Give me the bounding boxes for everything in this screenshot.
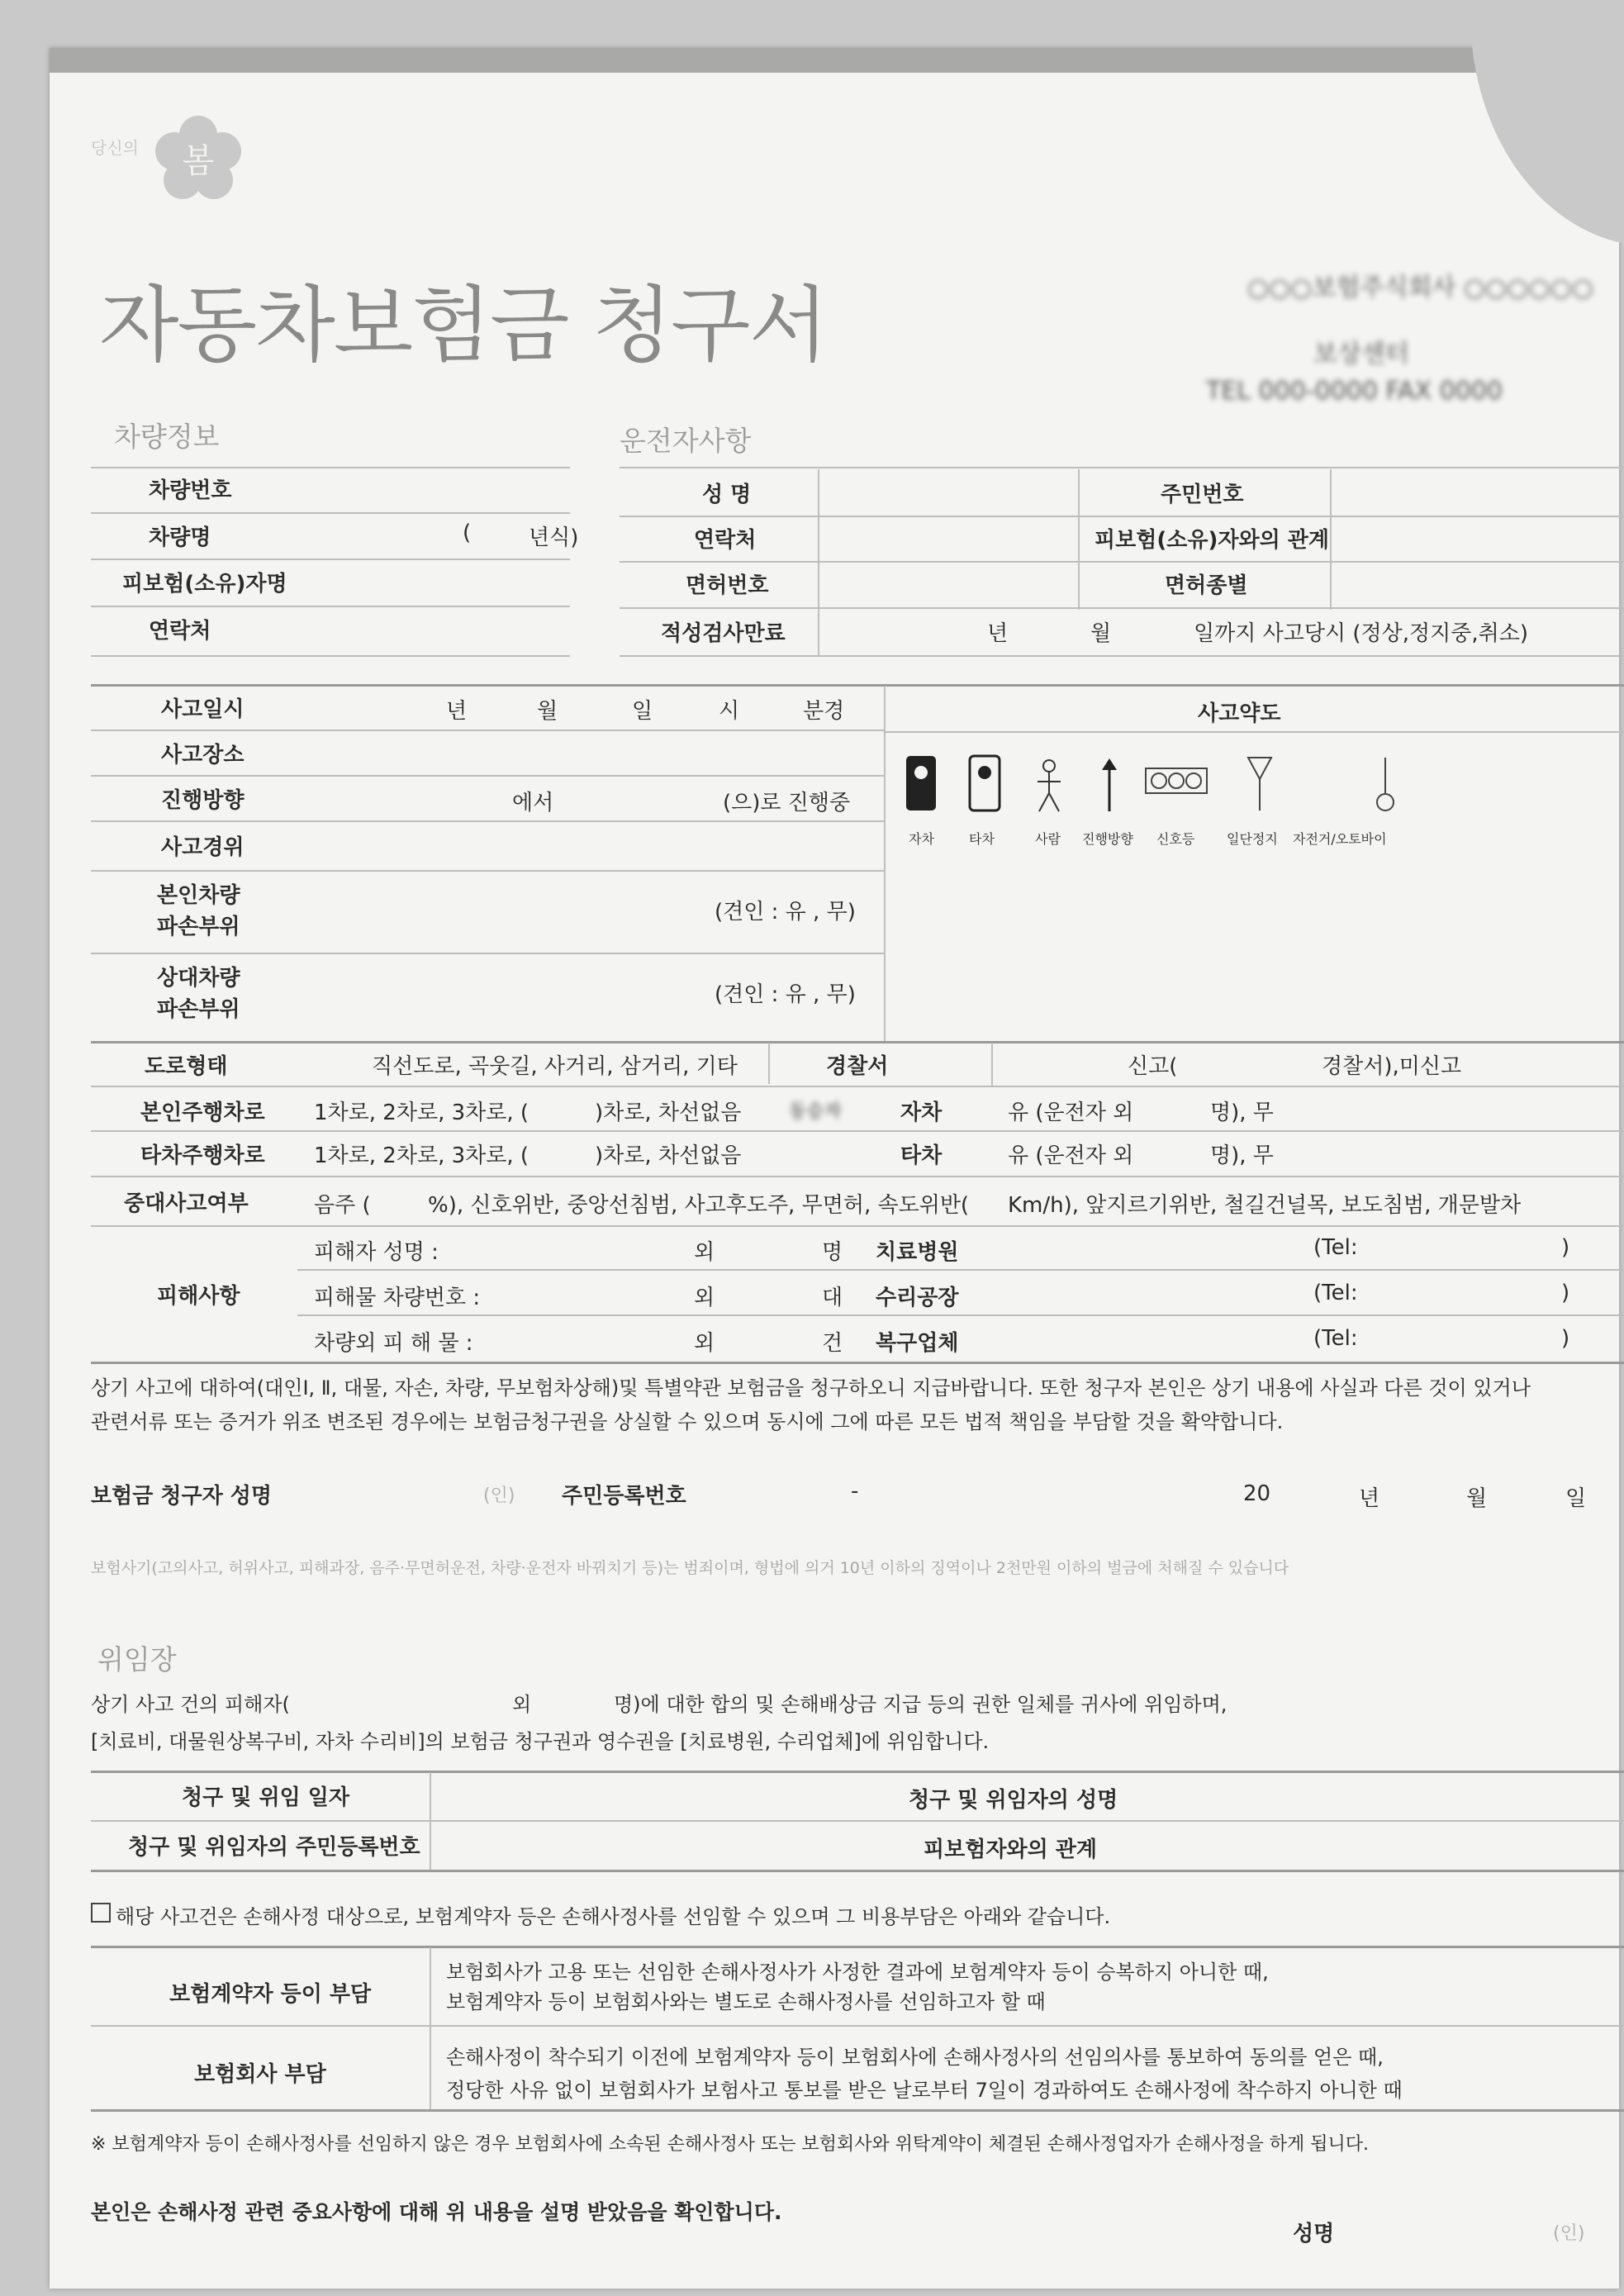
stop-sign-icon	[1243, 754, 1276, 814]
aptitude-test-label: 적성검사만료	[661, 621, 786, 646]
brand-mark-text: 봄	[182, 142, 215, 180]
adjuster-confirm: 본인은 손해사정 관련 중요사항에 대해 위 내용을 설명 받았음을 확인합니다.	[91, 2200, 782, 2224]
flower-logo-icon	[153, 114, 244, 205]
legend-stop: 일단정지	[1227, 831, 1278, 847]
top-shadow-band	[50, 48, 1619, 73]
declaration-line-2: 관련서류 또는 증거가 위조 변조된 경우에는 보험금청구권을 상실할 수 있으며 동시에 그에 따른 모든 법적 책임을 부담할 것을 확약합니다.	[91, 1410, 1284, 1433]
hospital-label: 치료병원	[876, 1240, 959, 1265]
major-accident-c: Km/h), 앞지르기위반, 철길건널목, 보도침범, 개문발차	[1008, 1193, 1522, 1218]
own-lane-label: 본인주행차로	[140, 1100, 265, 1125]
restore-tel: (Tel:	[1313, 1326, 1358, 1351]
legend-own-car: 자차	[909, 831, 934, 847]
adjuster-note: ※ 보험계약자 등이 손해사정사를 선임하지 않은 경우 보험회사에 소속된 손해사정사 또는 보험회사와 위탁계약이 체결된 손해사정업자가 손해사정을 하게 됩니다.	[91, 2134, 1369, 2155]
claimant-day-unit: 일	[1565, 1486, 1587, 1511]
claimant-rrn-label: 주민등록번호	[562, 1484, 686, 1509]
contractor-burden-label: 보험계약자 등이 부담	[169, 1982, 372, 2007]
person-icon	[1033, 758, 1066, 816]
passenger-label: 동승자	[789, 1101, 842, 1122]
other-lane-options-a: 1차로, 2차로, 3차로, (	[314, 1143, 529, 1168]
accident-details-label: 사고경위	[161, 835, 245, 860]
accident-place-label: 사고장소	[161, 743, 245, 768]
delegation-rrn-label: 청구 및 위임자의 주민등록번호	[128, 1835, 420, 1860]
driver-heading: 운전자사항	[620, 425, 752, 457]
page-curl	[1470, 15, 1624, 246]
vehicle-heading: 차량정보	[114, 421, 220, 453]
own-passenger-a: 유 (운전자 외	[1008, 1100, 1134, 1125]
claimant-rrn-dash: -	[851, 1479, 859, 1504]
restore-tel-close: )	[1561, 1326, 1570, 1351]
other-lane-options-b: )차로, 차선없음	[595, 1143, 742, 1168]
repair-tel: (Tel:	[1313, 1281, 1358, 1305]
vehicle-oe: 외	[694, 1286, 715, 1310]
damage-label: 피해사항	[157, 1284, 240, 1309]
major-accident-b: %), 신호위반, 중앙선침범, 사고후도주, 무면허, 속도위반(	[428, 1193, 970, 1218]
dt-minute-unit: 분경	[803, 699, 845, 724]
driver-rrn-label: 주민번호	[1161, 482, 1244, 507]
driver-relation-label: 피보험(소유)자와의 관계	[1095, 528, 1329, 553]
other-passenger-b: 명), 무	[1210, 1143, 1274, 1168]
adjuster-sign-label: 성명	[1293, 2222, 1335, 2246]
direction-arrow-icon	[1097, 757, 1122, 815]
adjuster-seal: (인)	[1553, 2223, 1585, 2244]
insurer-burden-line-1: 손해사정이 착수되기 이전에 보험계약자 등이 보험회사에 손해사정사의 선임의사를 통보하여 동의를 얻은 때,	[446, 2046, 1384, 2069]
vehicle-model-year: 년식)	[529, 525, 579, 550]
delegation-line-1c: 명)에 대한 합의 및 손해배상금 지급 등의 권한 일체를 귀사에 위임하며,	[614, 1693, 1227, 1716]
claimant-name-label: 보험금 청구자 성명	[91, 1484, 273, 1509]
company-name: ○○○보험주식회사 ○○○○○○	[1247, 273, 1594, 302]
delegation-line-1a: 상기 사고 건의 피해자(	[91, 1693, 290, 1716]
form-title: 자동차보험금 청구서	[99, 277, 828, 373]
claimant-seal: (인)	[483, 1486, 515, 1506]
road-type-label: 도로형태	[145, 1054, 228, 1079]
driver-name-label: 성 명	[702, 482, 752, 507]
other-damage-label-2: 파손부위	[157, 997, 240, 1022]
contractor-burden-line-2: 보험계약자 등이 보험회사와는 별도로 손해사정사를 선임하고자 할 때	[446, 1990, 1046, 2013]
center-name: 보상센터	[1313, 340, 1409, 368]
legend-bicycle: 자전거/오토바이	[1293, 831, 1387, 847]
adjuster-checkbox[interactable]	[91, 1903, 111, 1923]
direction-to: (으)로 진행중	[723, 791, 851, 815]
property-oe: 외	[694, 1331, 715, 1356]
other-car-icon	[968, 754, 1001, 814]
claimant-year-prefix: 20	[1243, 1481, 1271, 1506]
adjuster-checkbox-text: 해당 사고건은 손해사정 대상으로, 보험계약자 등은 손해사정사를 선임할 수 있으며 그 비용부담은 아래와 같습니다.	[116, 1905, 1111, 1928]
contractor-burden-line-1: 보험회사가 고용 또는 선임한 손해사정사가 사정한 결과에 보험계약자 등이 승복하지 아니한 때,	[446, 1961, 1269, 1984]
dt-year-unit: 년	[446, 699, 468, 724]
own-tow-options: (견인 : 유 , 무)	[715, 900, 856, 925]
other-lane-label: 타차주행차로	[140, 1143, 265, 1168]
own-lane-options-b: )차로, 차선없음	[595, 1100, 742, 1125]
company-contact: TEL 000-0000 FAX 0000	[1206, 377, 1503, 406]
claimant-year-unit: 년	[1359, 1486, 1380, 1511]
vehicle-contact-label: 연락처	[149, 619, 211, 644]
major-accident-a: 음주 (	[314, 1193, 371, 1218]
vehicle-model-label: 차량명	[149, 525, 211, 550]
restore-label: 복구업체	[876, 1331, 959, 1356]
repair-label: 수리공장	[876, 1286, 959, 1310]
other-damage-label-1: 상대차량	[157, 966, 240, 991]
license-type-label: 면허종별	[1165, 573, 1248, 598]
delegation-date-label: 청구 및 위임 일자	[182, 1785, 349, 1810]
test-year-unit: 년	[987, 621, 1009, 646]
brand-small-text: 당신의	[91, 138, 139, 158]
direction-label: 진행방향	[161, 788, 245, 813]
dt-month-unit: 월	[537, 699, 558, 724]
legend-other-car: 타차	[969, 831, 995, 847]
police-value-b: 경찰서),미신고	[1322, 1054, 1462, 1079]
insurer-burden-label: 보험회사 부담	[194, 2062, 326, 2087]
legend-direction: 진행방향	[1082, 831, 1133, 847]
delegation-name-label: 청구 및 위임자의 성명	[909, 1788, 1118, 1813]
delegation-line-1b: 외	[512, 1693, 532, 1716]
own-car-icon	[905, 754, 938, 814]
vehicle-no-label: 피해물 차량번호 :	[314, 1286, 481, 1310]
accident-datetime-label: 사고일시	[161, 697, 245, 722]
driver-contact-label: 연락처	[694, 528, 757, 553]
delegation-heading: 위임장	[97, 1643, 177, 1676]
property-items-unit: 건	[822, 1331, 843, 1356]
victim-oe: 외	[694, 1240, 715, 1265]
own-car-label: 자차	[900, 1100, 943, 1125]
fraud-warning: 보험사기(고의사고, 허위사고, 피해과장, 음주·무면허운전, 차량·운전자 바꿔치기 등)는 범죄이며, 형법에 의거 10년 이하의 징역이나 2천만원 이하의 벌금에 처해질 수 있습니다	[91, 1559, 1289, 1577]
victim-name-label: 피해자 성명 :	[314, 1240, 439, 1265]
other-passenger-a: 유 (운전자 외	[1008, 1143, 1134, 1168]
other-tow-options: (견인 : 유 , 무)	[715, 982, 856, 1007]
police-value-a: 신고(	[1128, 1054, 1178, 1079]
traffic-light-icon	[1144, 765, 1210, 798]
vehicle-cars-unit: 대	[822, 1286, 843, 1310]
police-label: 경찰서	[826, 1054, 889, 1079]
accident-diagram-title: 사고약도	[1198, 701, 1281, 726]
vehicle-model-paren: (	[463, 521, 472, 545]
own-passenger-b: 명), 무	[1210, 1100, 1274, 1125]
repair-tel-close: )	[1561, 1281, 1570, 1305]
own-damage-label-2: 파손부위	[157, 915, 240, 939]
major-accident-label: 중대사고여부	[124, 1191, 249, 1216]
claimant-month-unit: 월	[1466, 1486, 1488, 1511]
dt-hour-unit: 시	[719, 699, 740, 724]
hospital-tel: (Tel:	[1313, 1235, 1358, 1260]
license-number-label: 면허번호	[686, 573, 769, 598]
delegation-relation-label: 피보험자와의 관계	[924, 1837, 1097, 1862]
hospital-tel-close: )	[1561, 1235, 1570, 1260]
other-car-label: 타차	[900, 1143, 943, 1168]
victim-people-unit: 명	[822, 1240, 843, 1265]
bicycle-icon	[1373, 754, 1398, 814]
own-lane-options-a: 1차로, 2차로, 3차로, (	[314, 1100, 529, 1125]
road-type-options: 직선도로, 곡웃길, 사거리, 삼거리, 기타	[372, 1054, 738, 1079]
test-until-status: 일까지 사고당시 (정상,정지중,취소)	[1194, 621, 1528, 646]
dt-day-unit: 일	[632, 699, 653, 724]
delegation-line-2: [치료비, 대물원상복구비, 자차 수리비]의 보험금 청구권과 영수권을 [치료병원, 수리업체]에 위임합니다.	[91, 1730, 990, 1753]
other-property-label: 차량외 피 해 물 :	[314, 1331, 473, 1356]
insured-name-label: 피보험(소유)자명	[122, 572, 287, 597]
legend-traffic-light: 신호등	[1156, 831, 1195, 847]
vehicle-plate-label: 차량번호	[149, 478, 232, 503]
test-month-unit: 월	[1090, 621, 1112, 646]
direction-from: 에서	[512, 791, 554, 815]
own-damage-label-1: 본인차량	[157, 883, 240, 908]
legend-person: 사람	[1035, 831, 1061, 847]
declaration-line-1: 상기 사고에 대하여(대인Ⅰ, Ⅱ, 대물, 자손, 차량, 무보험차상해)및 특별약관 보험금을 청구하오니 지급바랍니다. 또한 청구자 본인은 상기 내용에 사실과 다른 것이 있거나	[91, 1376, 1531, 1400]
insurer-burden-line-2: 정당한 사유 없이 보험회사가 보험사고 통보를 받은 날로부터 7일이 경과하여도 손해사정에 착수하지 아니한 때	[446, 2079, 1403, 2102]
claim-form-page	[50, 48, 1619, 2289]
